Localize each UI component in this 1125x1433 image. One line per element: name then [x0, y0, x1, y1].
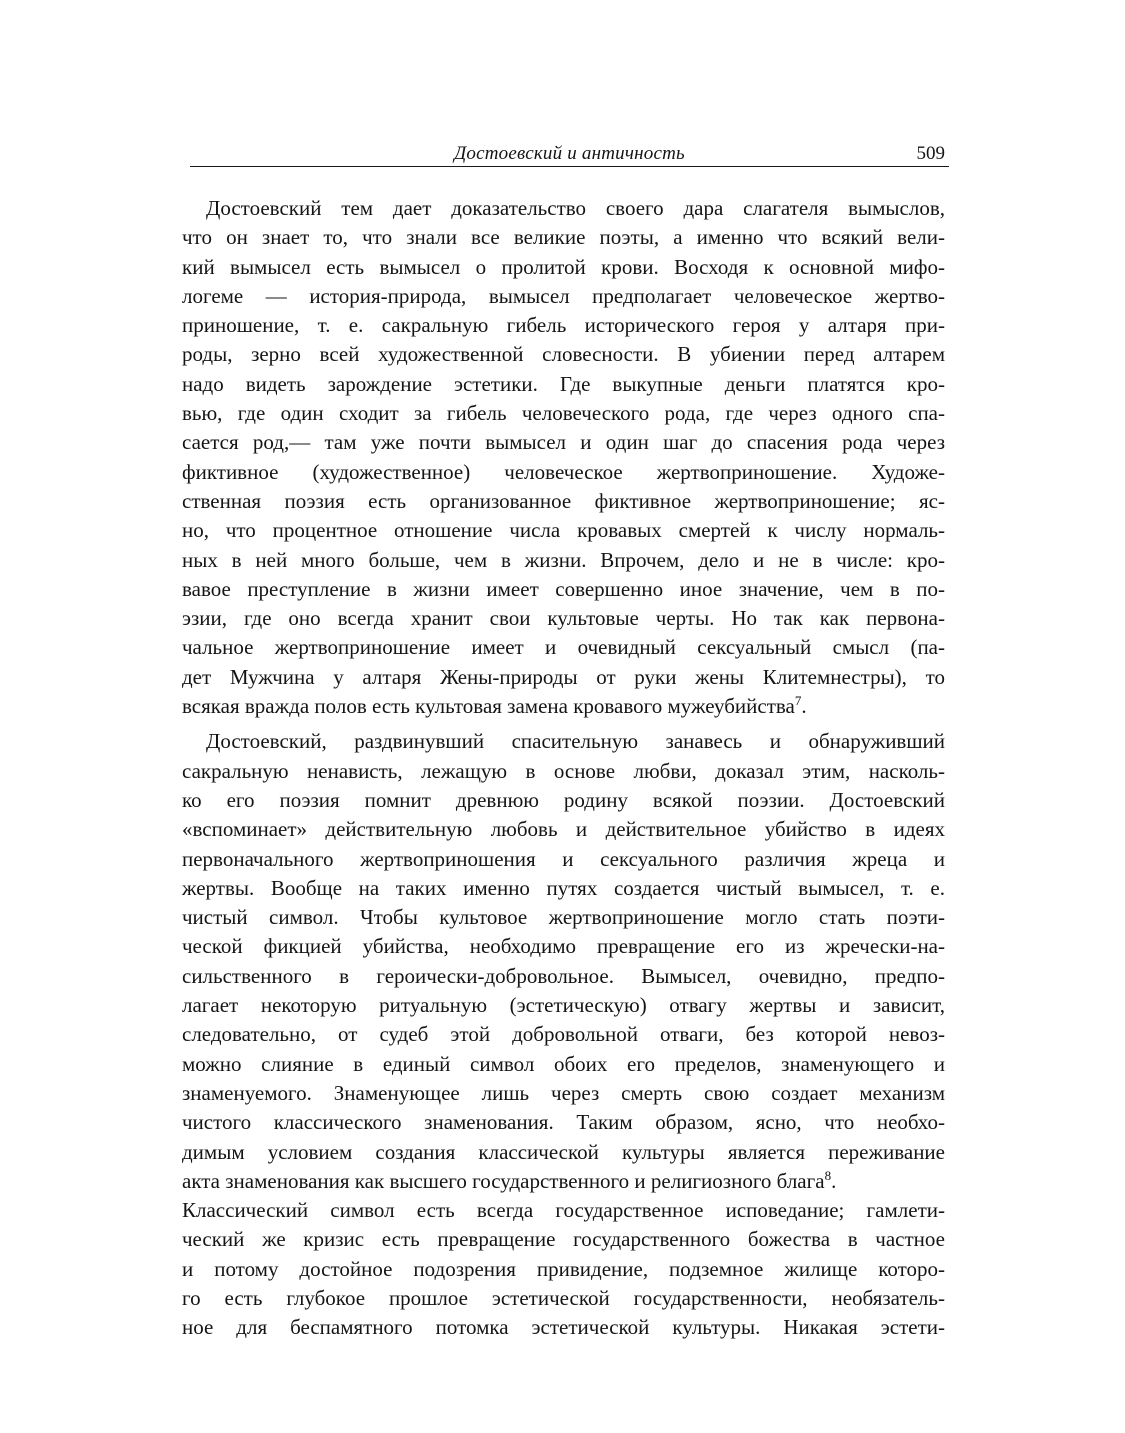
text-line: го есть глубокое прошлое эстетической государственности, необязатель-	[182, 1285, 945, 1310]
text-line: ко его поэзия помнит древнюю родину всякой поэзии. Достоевский	[182, 787, 945, 812]
text-line: Достоевский тем дает доказательство своего дара слагателя вымыслов,	[206, 196, 945, 220]
text-line: следовательно, от судеб этой добровольной отваги, без которой невоз-	[182, 1022, 945, 1047]
text-line: ных в ней много больше, чем в жизни. Впрочем, дело и не в числе: кро-	[182, 547, 945, 572]
text-line: ственная поэзия есть организованное фиктивное жертвоприношение; яс-	[182, 488, 945, 513]
end-punct: .	[831, 1168, 837, 1193]
text-line: что он знает то, что знали все великие поэты, а именно что всякий вели-	[182, 225, 945, 250]
text-line: роды, зерно всей художественной словесности. В убиении перед алтарем	[182, 342, 945, 367]
text-line: фиктивное (художественное) человеческое жертвоприношение. Художе-	[182, 459, 945, 484]
text-line: надо видеть зарождение эстетики. Где выкупные деньги платятся кро-	[182, 371, 945, 396]
footnote-ref: 8	[824, 1167, 832, 1183]
text-line: сается род,— там уже почти вымысел и один шаг до спасения рода через	[182, 430, 945, 455]
body-text	[182, 194, 945, 1343]
header-rule	[190, 166, 949, 167]
text-line: сильственного в героически-добровольное. Вымысел, очевидно, предпо-	[182, 963, 945, 988]
text-line: вавое преступление в жизни имеет совершенно иное значение, чем в по-	[182, 576, 945, 601]
text-line: можно слияние в единый символ обоих его пределов, знаменующего и	[182, 1051, 945, 1076]
text-line: ческой фикцией убийства, необходимо превращение его из жречески-на-	[182, 934, 945, 959]
text-line: приношение, т. е. сакральную гибель исторического героя у алтаря при-	[182, 313, 945, 338]
text-line: кий вымысел есть вымысел о пролитой крови. Восходя к основной мифо-	[182, 254, 945, 279]
text-line: лагает некоторую ритуальную (эстетическую) отвагу жертвы и зависит,	[182, 993, 945, 1018]
page-number: 509	[916, 143, 945, 164]
text-line: первоначального жертвоприношения и сексуального различия жреца и	[182, 846, 945, 871]
text-line: чистый символ. Чтобы культовое жертвоприношение могло стать поэти-	[182, 905, 945, 930]
running-head	[190, 140, 949, 166]
text-line	[182, 692, 945, 721]
text-line: жертвы. Вообще на таких именно путях создается чистый вымысел, т. е.	[182, 875, 945, 900]
text-line	[182, 1167, 945, 1196]
text-line: эзии, где оно всегда хранит свои культовые черты. Но так как первона-	[182, 606, 945, 631]
text-line: Достоевский, раздвинувший спасительную занавесь и обнаруживший	[206, 729, 945, 754]
text-line: «вспоминает» действительную любовь и действительное убийство в идеях	[182, 817, 945, 842]
text-line: знаменуемого. Знаменующее лишь через смерть свою создает механизм	[182, 1080, 945, 1105]
text-line: но, что процентное отношение числа кровавых смертей к числу нормаль-	[182, 518, 945, 543]
text-line: чальное жертвоприношение имеет и очевидный сексуальный смысл (па-	[182, 635, 945, 660]
end-punct: .	[801, 694, 807, 719]
text-line: сакральную ненависть, лежащую в основе любви, доказал этим, насколь-	[182, 758, 945, 783]
text-segment: акта знаменования как высшего государственного и религиозного блага	[182, 1168, 825, 1193]
text-line: дет Мужчина у алтаря Жены-природы от руки жены Клитемнестры), то	[182, 664, 945, 689]
text-segment: всякая вражда полов есть культовая замена кровавого мужеубийства	[182, 694, 795, 719]
text-line: ное для беспамятного потомка эстетической культуры. Никакая эстети-	[182, 1315, 945, 1340]
text-line: и потому достойное подозрения привидение, подземное жилище которо-	[182, 1256, 945, 1281]
footnote-ref: 7	[794, 693, 802, 709]
text-line: чистого классического знаменования. Таким образом, ясно, что необхо-	[182, 1110, 945, 1135]
running-title: Достоевский и античность	[454, 143, 685, 164]
text-line: логеме — история-природа, вымысел предполагает человеческое жертво-	[182, 283, 945, 308]
text-line: Классический символ есть всегда государственное исповедание; гамлети-	[182, 1198, 945, 1223]
text-line: димым условием создания классической культуры является переживание	[182, 1139, 945, 1164]
text-line: ческий же кризис есть превращение государственного божества в частное	[182, 1227, 945, 1252]
text-line: вью, где один сходит за гибель человеческого рода, где через одного спа-	[182, 401, 945, 426]
